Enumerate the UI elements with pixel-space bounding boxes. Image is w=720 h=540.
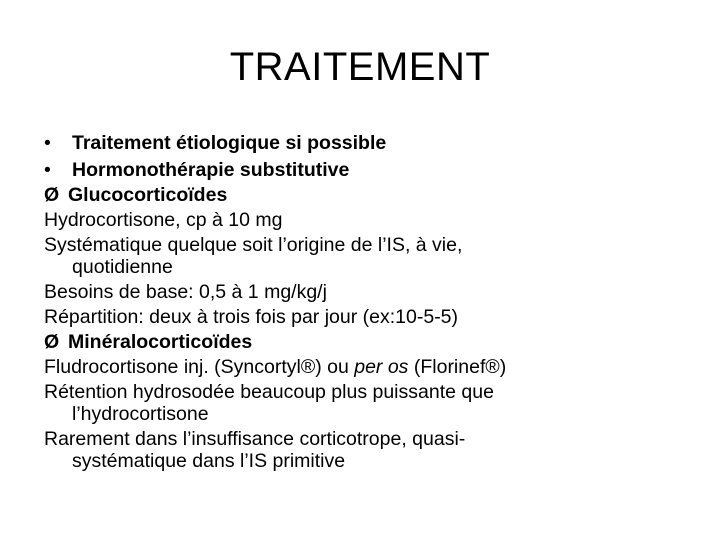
bullet-text: Hormonothérapie substitutive: [72, 159, 350, 181]
mineralo-line-2a: Rétention hydrosodée beaucoup plus puissante que: [44, 381, 494, 403]
arrow-bullet-icon: Ø: [44, 184, 60, 206]
arrow-bullet-icon: Ø: [44, 331, 60, 353]
bullet-item: [44, 131, 704, 156]
mineralo-line-3b: systématique dans l’IS primitive: [72, 450, 346, 472]
gluco-heading: [44, 183, 704, 208]
mineralo-line-1-pre: Fludrocortisone inj. (Syncortyl®) ou: [44, 356, 355, 378]
gluco-line-2a: Systématique quelque soit l’origine de l’IS, à vie,: [44, 234, 463, 256]
mineralo-heading-text: Minéralocorticoïdes: [68, 331, 253, 353]
gluco-line-4: Répartition: deux à trois fois par jour (ex:10-5-5): [44, 306, 459, 328]
bullet-marker: •: [44, 132, 51, 154]
gluco-line-1: Hydrocortisone, cp à 10 mg: [44, 209, 283, 231]
gluco-line-2b: quotidienne: [72, 256, 173, 278]
bullet-text: Traitement étiologique si possible: [72, 132, 387, 154]
bullet-item: [44, 158, 704, 183]
mineralo-line-2b: l’hydrocortisone: [72, 403, 209, 425]
bullet-marker: •: [44, 159, 51, 181]
mineralo-line-1-post: (Florinef®): [408, 356, 507, 378]
gluco-line-3: Besoins de base: 0,5 à 1 mg/kg/j: [44, 281, 327, 303]
mineralo-line-1: [44, 355, 704, 380]
gluco-heading-text: Glucocorticoïdes: [68, 184, 228, 206]
mineralo-line-3a: Rarement dans l’insuffisance corticotrope, quasi-: [44, 428, 466, 450]
slide-title: TRAITEMENT: [229, 45, 491, 89]
mineralo-heading: [44, 330, 704, 355]
mineralo-line-1-italic: per os: [354, 356, 409, 378]
slide-body: [44, 131, 704, 474]
